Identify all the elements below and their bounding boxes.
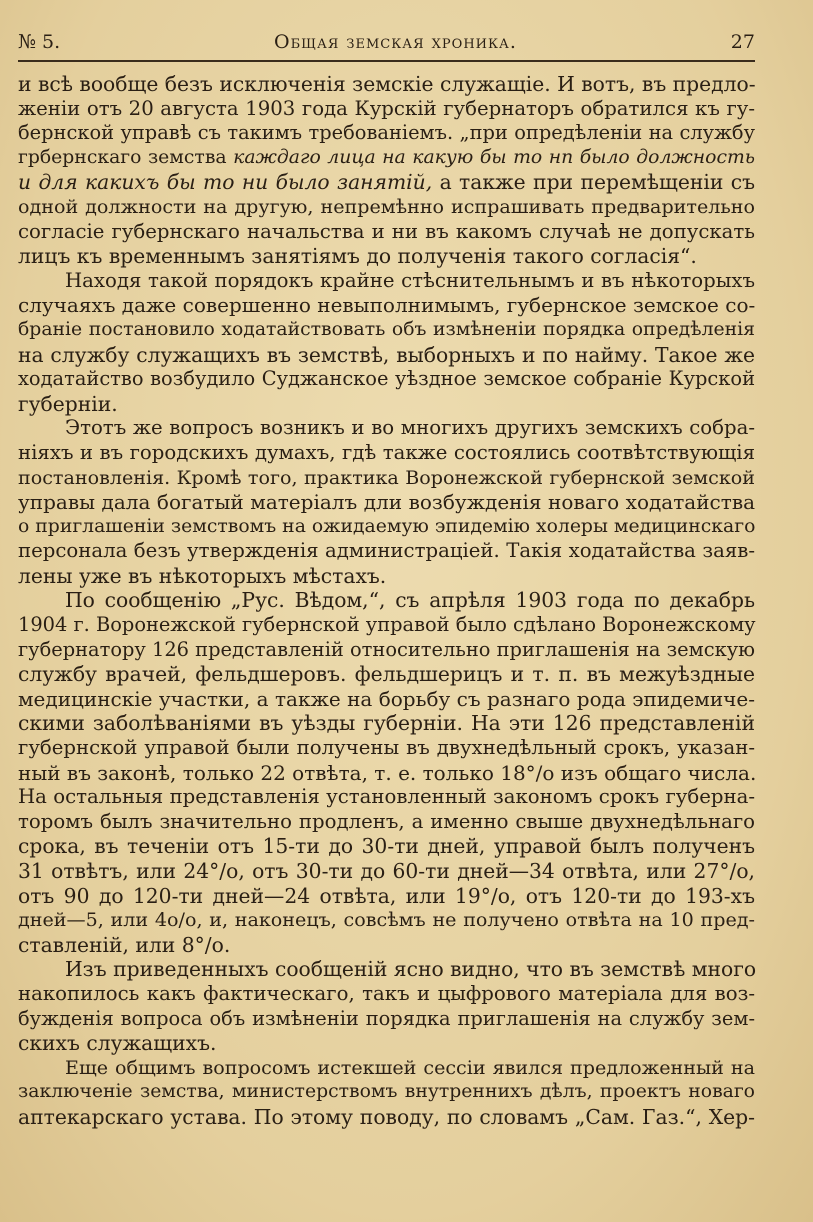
text-line: персонала безъ утвержденія администраціей. Такія ходатайства заяв- bbox=[18, 539, 755, 563]
italic-span: и для какихъ бы то ни было занятій, bbox=[18, 170, 433, 195]
text-line bbox=[18, 170, 755, 195]
text-line: ставленій, или 8°/о. bbox=[18, 932, 231, 957]
text-line: управы дала богатый матеріалъ дли возбужденія новаго ходатайства bbox=[18, 490, 755, 515]
text-line: на службу служащихъ въ земствѣ, выборныхъ и по найму. Такое же bbox=[18, 342, 755, 367]
text-line: и всѣ вообще безъ исключенія земскіе служащіе. И вотъ, въ предло- bbox=[18, 72, 756, 96]
text-line: На остальныя представленія установленный закономъ срокъ губерна- bbox=[18, 785, 755, 809]
text-line: службу врачей, фельдшеровъ. фельдшерицъ и т. п. въ межуѣздные bbox=[18, 662, 755, 687]
text-line: 1904 г. Воронежской губернской управой было сдѣлано Воронежскому bbox=[18, 613, 756, 637]
article-body bbox=[18, 72, 755, 1130]
text-line: Этотъ же вопросъ возникъ и во многихъ другихъ земскихъ собра- bbox=[65, 416, 755, 440]
text-line: Находя такой порядокъ крайне стѣснительнымъ и въ нѣкоторыхъ bbox=[65, 268, 755, 292]
text-line: медицинскіе участки, а также на борьбу съ разнаго рода эпидемиче- bbox=[18, 686, 755, 711]
text-line: женіи отъ 20 августа 1903 года Курскій губернаторъ обратился къ гу- bbox=[18, 96, 755, 120]
text-line: скихъ служащихъ. bbox=[18, 1031, 217, 1056]
text-line: Изъ приведенныхъ сообщеній ясно видно, что въ земствѣ много bbox=[65, 957, 757, 982]
text-line: о приглашеніи земствомъ на ожидаемую эпидемію холеры медицинскаго bbox=[18, 515, 756, 537]
text-line: аптекарскаго устава. По этому поводу, по словамъ „Сам. Газ.“, Хер- bbox=[18, 1104, 755, 1129]
text-line: ходатайство возбудило Суджанское уѣздное земское собраніе Курской bbox=[18, 367, 755, 391]
text-line: По сообщенію „Рус. Вѣдом,“, съ апрѣля 1903 года по декабрь bbox=[65, 588, 755, 613]
text-line: Еще общимъ вопросомъ истекшей сессіи явился предложенный на bbox=[65, 1055, 755, 1079]
section-title: Общая земская хроника. bbox=[274, 31, 517, 53]
text-line bbox=[18, 146, 755, 171]
page-number: 27 bbox=[730, 31, 755, 53]
issue-number: № 5. bbox=[18, 31, 61, 53]
text-line: согласіе губернскаго начальства и ни въ какомъ случаѣ не допускать bbox=[18, 219, 755, 243]
text-line: ный въ законѣ, только 22 отвѣта, т. е. только 18°/о изъ общаго числа. bbox=[18, 760, 757, 785]
text-line: дней—5, или 4о/о, и, наконецъ, совсѣмъ не получено отвѣта на 10 пред- bbox=[18, 908, 755, 932]
text-line: губернской управой были получены въ двухнедѣльный срокъ, указан- bbox=[18, 736, 755, 760]
text-line: скими заболѣваніями въ уѣзды губерніи. На эти 126 представленій bbox=[18, 711, 755, 736]
text-line: случаяхъ даже совершенно невыполнимымъ, губернское земское со- bbox=[18, 293, 756, 318]
text-span: грбернскаго земства bbox=[18, 146, 234, 168]
italic-span: каждаго лица на какую бы то нп было должность bbox=[233, 146, 755, 168]
text-line: бужденія вопроса объ измѣненіи порядка приглашенія на службу зем- bbox=[18, 1006, 755, 1030]
text-line: постановленія. Кромѣ того, практика Воронежской губернской земской bbox=[18, 465, 755, 489]
text-span: а также при перемѣщеніи съ bbox=[432, 170, 755, 195]
text-line: ніяхъ и въ городскихъ думахъ, гдѣ также состоялись соотвѣтствующія bbox=[18, 440, 755, 464]
text-line: накопилось какъ фактическаго, такъ и цыфрового матеріала для воз- bbox=[18, 981, 755, 1005]
text-line: браніе постановило ходатайствовать объ измѣненіи порядка опредѣленія bbox=[18, 318, 755, 340]
running-header bbox=[18, 30, 755, 62]
text-line: лицъ къ временнымъ занятіямъ до полученія такого согласія“. bbox=[18, 244, 697, 269]
text-line: торомъ былъ значительно продленъ, а именно свыше двухнедѣльнаго bbox=[18, 809, 755, 833]
text-line: срока, въ теченіи отъ 15-ти до 30-ти дней, управой былъ полученъ bbox=[18, 834, 755, 859]
text-line: лены уже въ нѣкоторыхъ мѣстахъ. bbox=[18, 563, 387, 588]
text-line: губернатору 126 представленій относительно приглашенія на земскую bbox=[18, 637, 755, 661]
text-line: бернской управѣ съ такимъ требованіемъ. „при опредѣленіи на службу bbox=[18, 121, 755, 145]
text-line: отъ 90 до 120-ти дней—24 отвѣта, или 19°/о, отъ 120-ти до 193-хъ bbox=[18, 883, 755, 908]
text-line: одной должности на другую, непремѣнно испрашивать предварительно bbox=[18, 194, 755, 218]
text-line: губерніи. bbox=[18, 391, 118, 416]
text-line: 31 отвѣтъ, или 24°/о, отъ 30-ти до 60-ти дней—34 отвѣта, или 27°/о, bbox=[18, 859, 755, 883]
text-line: заключеніе земства, министерствомъ внутреннихъ дѣлъ, проектъ новаго bbox=[18, 1081, 755, 1103]
